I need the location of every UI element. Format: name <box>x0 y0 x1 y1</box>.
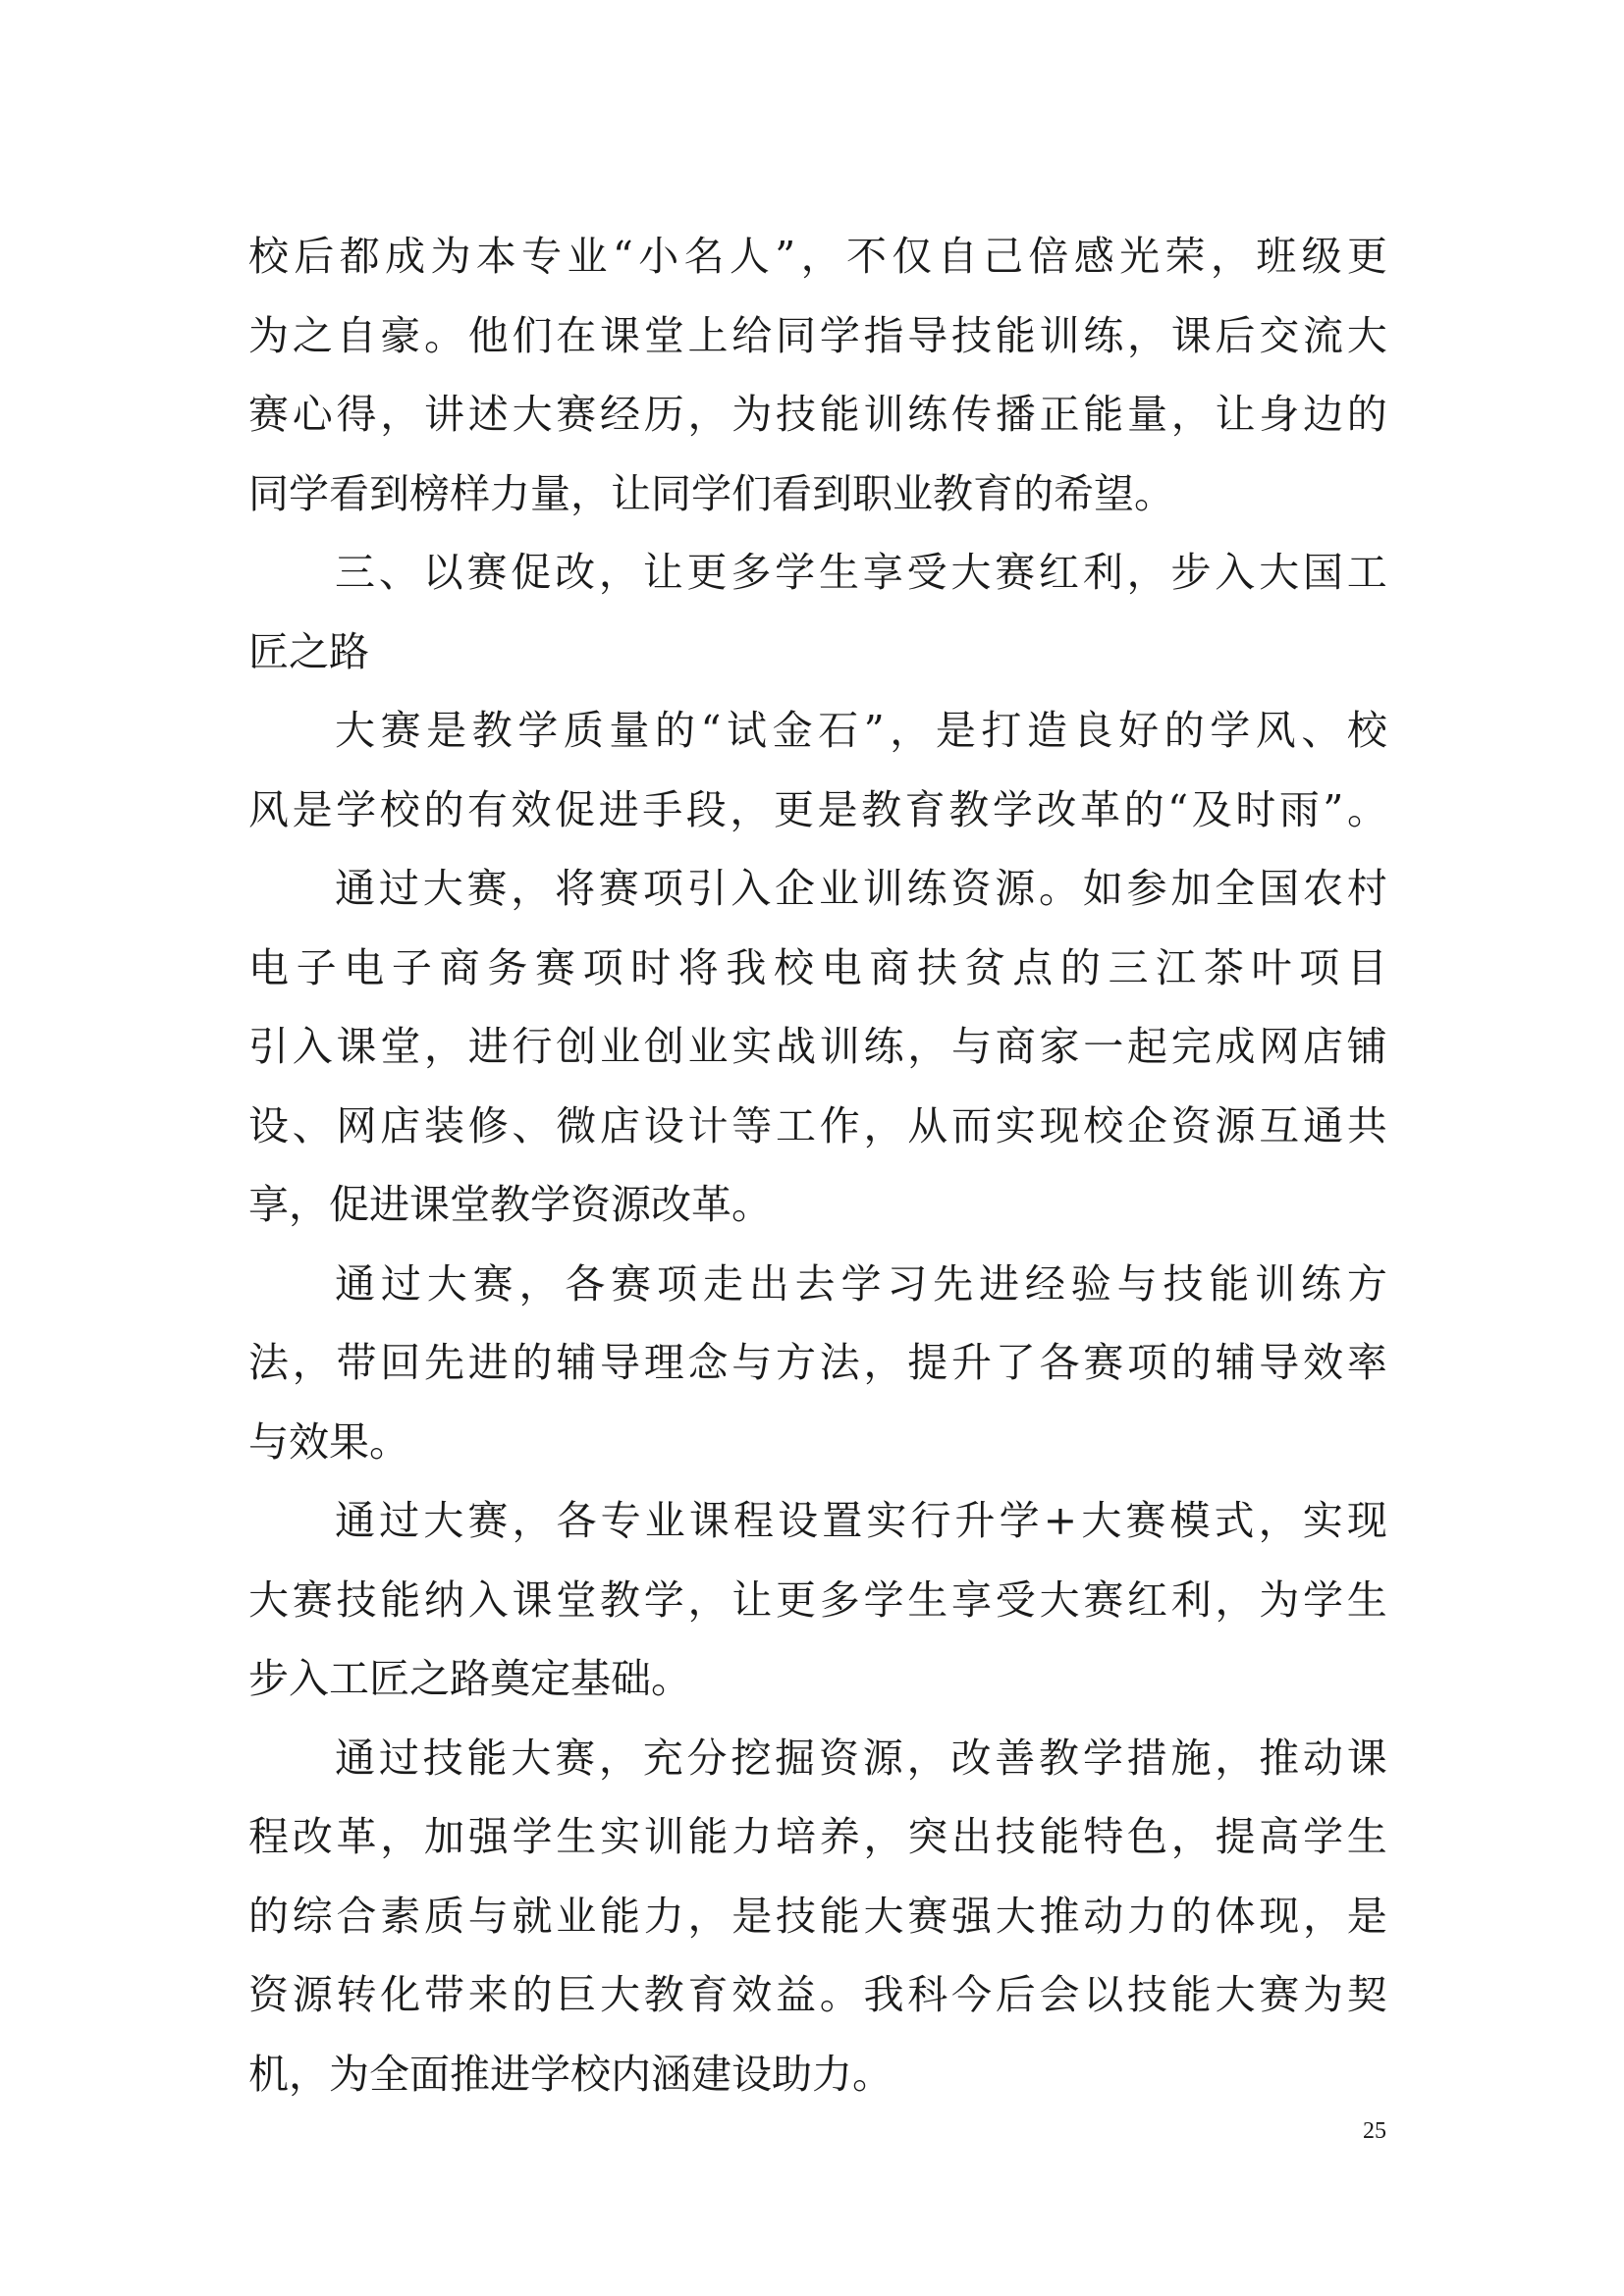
text-line: 步入工匠之路奠定基础。 <box>248 1655 691 1702</box>
text-line: 通 过 大 赛 ， 各 赛 项 走 出 去 学 习 先 进 经 验 与 技 能 训 练 方 <box>335 1259 1387 1308</box>
text-line: 的 综 合 素 质 与 就 业 能 力 ， 是 技 能 大 赛 强 大 推 动 力 的 体 现 ， 是 <box>248 1892 1387 1940</box>
text-line: 资 源 转 化 带 来 的 巨 大 教 育 效 益 。 我 科 今 后 会 以 技 能 大 赛 为 契 <box>248 1971 1387 2018</box>
text-line: 同学看到榜样力量，让同学们看到职业教育的希望。 <box>248 469 1174 517</box>
text-line: 三 、 以 赛 促 改 ， 让 更 多 学 生 享 受 大 赛 红 利 ， 步 入 大 国 工 <box>335 549 1387 596</box>
text-line: 法 ， 带 回 先 进 的 辅 导 理 念 与 方 法 ， 提 升 了 各 赛 项 的 辅 导 效 率 <box>248 1339 1387 1386</box>
text-line: 通 过 技 能 大 赛 ， 充 分 挖 掘 资 源 ， 改 善 教 学 措 施 ， 推 动 课 <box>335 1734 1387 1782</box>
text-line: 匠之路 <box>248 627 369 675</box>
page-number: 25 <box>1363 2118 1386 2144</box>
text-line: 程 改 革 ， 加 强 学 生 实 训 能 力 培 养 ， 突 出 技 能 特 色 ， 提 高 学 生 <box>248 1813 1387 1860</box>
text-line: 赛 心 得 ， 讲 述 大 赛 经 历 ， 为 技 能 训 练 传 播 正 能 量 ， 让 身 边 的 <box>248 391 1387 438</box>
text-line: 大 赛 是 教 学 质 量 的 “ 试 金 石 ” ， 是 打 造 良 好 的 学 风 、 校 <box>335 707 1387 754</box>
text-line: 设 、 网 店 装 修 、 微 店 设 计 等 工 作 ， 从 而 实 现 校 企 资 源 互 通 共 <box>248 1101 1387 1149</box>
text-line: 通 过 大 赛 ， 将 赛 项 引 入 企 业 训 练 资 源 。 如 参 加 全 国 农 村 <box>335 865 1387 912</box>
text-line: 风 是 学 校 的 有 效 促 进 手 段 ， 更 是 教 育 教 学 改 革 的 “ 及 时 雨 ” 。 <box>248 785 1387 833</box>
text-line: 引 入 课 堂 ， 进 行 创 业 创 业 实 战 训 练 ， 与 商 家 一 起 完 成 网 店 铺 <box>248 1023 1387 1070</box>
text-line: 通 过 大 赛 ， 各 专 业 课 程 设 置 实 行 升 学 + 大 赛 模 式 ， 实 现 <box>335 1497 1387 1544</box>
text-line: 为 之 自 豪 。 他 们 在 课 堂 上 给 同 学 指 导 技 能 训 练 ， 课 后 交 流 大 <box>248 311 1387 359</box>
text-line: 机，为全面推进学校内涵建设助力。 <box>248 2050 893 2098</box>
text-line: 享，促进课堂教学资源改革。 <box>248 1181 772 1228</box>
text-line: 大 赛 技 能 纳 入 课 堂 教 学 ， 让 更 多 学 生 享 受 大 赛 红 利 ， 为 学 生 <box>248 1575 1387 1624</box>
text-line: 电 子 电 子 商 务 赛 项 时 将 我 校 电 商 扶 贫 点 的 三 江 茶 叶 项 目 <box>248 943 1387 991</box>
text-line: 与效果。 <box>248 1417 409 1466</box>
text-line: 校 后 都 成 为 本 专 业 “ 小 名 人 ” ， 不 仅 自 己 倍 感 光 荣 ， 班 级 更 <box>248 233 1387 280</box>
